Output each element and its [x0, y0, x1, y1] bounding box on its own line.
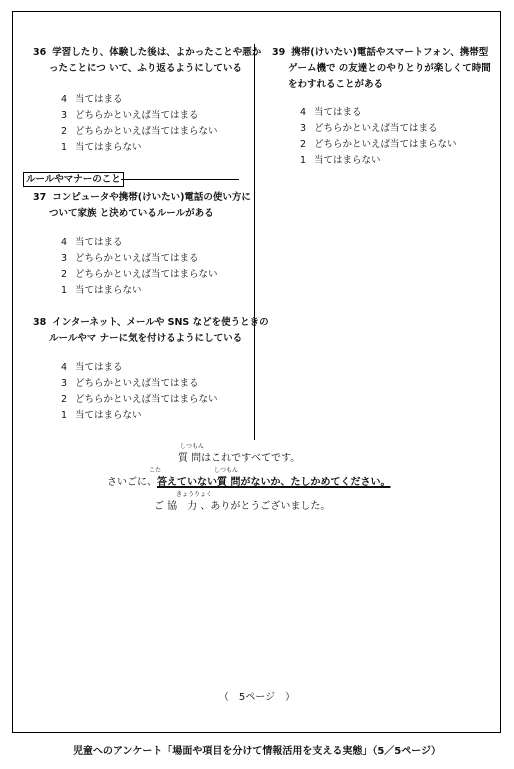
options-38 — [61, 360, 218, 424]
option-1[interactable]: 1 当てはまらない — [61, 285, 142, 296]
option-2[interactable]: 2 どちらかといえば当てはまらない — [61, 394, 218, 405]
option-3[interactable]: 3 どちらかといえば当てはまる — [61, 378, 199, 389]
option-1[interactable]: 1 当てはまらない — [300, 155, 381, 166]
page-number: （ 5ページ ） — [218, 692, 296, 703]
section-label: ルールやマナーのこと — [23, 172, 124, 187]
emphasis-underlined: 答えていない質 問がないか、たしかめてください。 — [157, 477, 391, 488]
option-4[interactable]: 4 当てはまる — [300, 107, 362, 118]
option-1[interactable]: 1 当てはまらない — [61, 410, 142, 421]
option-3[interactable]: 3 どちらかといえば当てはまる — [61, 110, 199, 121]
question-38: 38 インターネット、メールや SNS などを使うときの ルールやマ ナーに気を付けるようにしている — [33, 317, 269, 344]
closing-line-1: 質 問はこれですべてです。 — [178, 453, 301, 464]
option-4[interactable]: 4 当てはまる — [61, 94, 123, 105]
question-39: 39 携帯(けいたい)電話やスマートフォン、携帯型 ゲーム機で の友達とのやりとりが楽しくて時間 をわすれることがある — [272, 47, 491, 90]
options-39 — [300, 105, 457, 169]
footer-caption: 児童へのアンケート「場面や項目を分けて情報活用を支える実態」（5／5ページ） — [72, 746, 442, 757]
options-36 — [61, 92, 218, 156]
options-37 — [61, 235, 218, 299]
question-36: 36 学習したり、体験した後は、よかったことや悪か ったことにつ いて、ふり返るようにしている — [33, 47, 262, 74]
option-4[interactable]: 4 当てはまる — [61, 362, 123, 373]
closing-line-2: さいごに、答えていない質 問がないか、たしかめてください。 — [107, 477, 391, 488]
option-2[interactable]: 2 どちらかといえば当てはまらない — [61, 126, 218, 137]
option-3[interactable]: 3 どちらかといえば当てはまる — [300, 123, 438, 134]
option-4[interactable]: 4 当てはまる — [61, 237, 123, 248]
section-rule — [121, 179, 239, 180]
option-3[interactable]: 3 どちらかといえば当てはまる — [61, 253, 199, 264]
option-2[interactable]: 2 どちらかといえば当てはまらない — [300, 139, 457, 150]
option-2[interactable]: 2 どちらかといえば当てはまらない — [61, 269, 218, 280]
closing-line-3: ご 協 力 、ありがとうございました。 — [154, 501, 331, 512]
column-divider — [254, 44, 255, 440]
option-1[interactable]: 1 当てはまらない — [61, 142, 142, 153]
question-37: 37 コンピュータや携帯(けいたい)電話の使い方に ついて家族 と決めているルールがある — [33, 192, 251, 219]
